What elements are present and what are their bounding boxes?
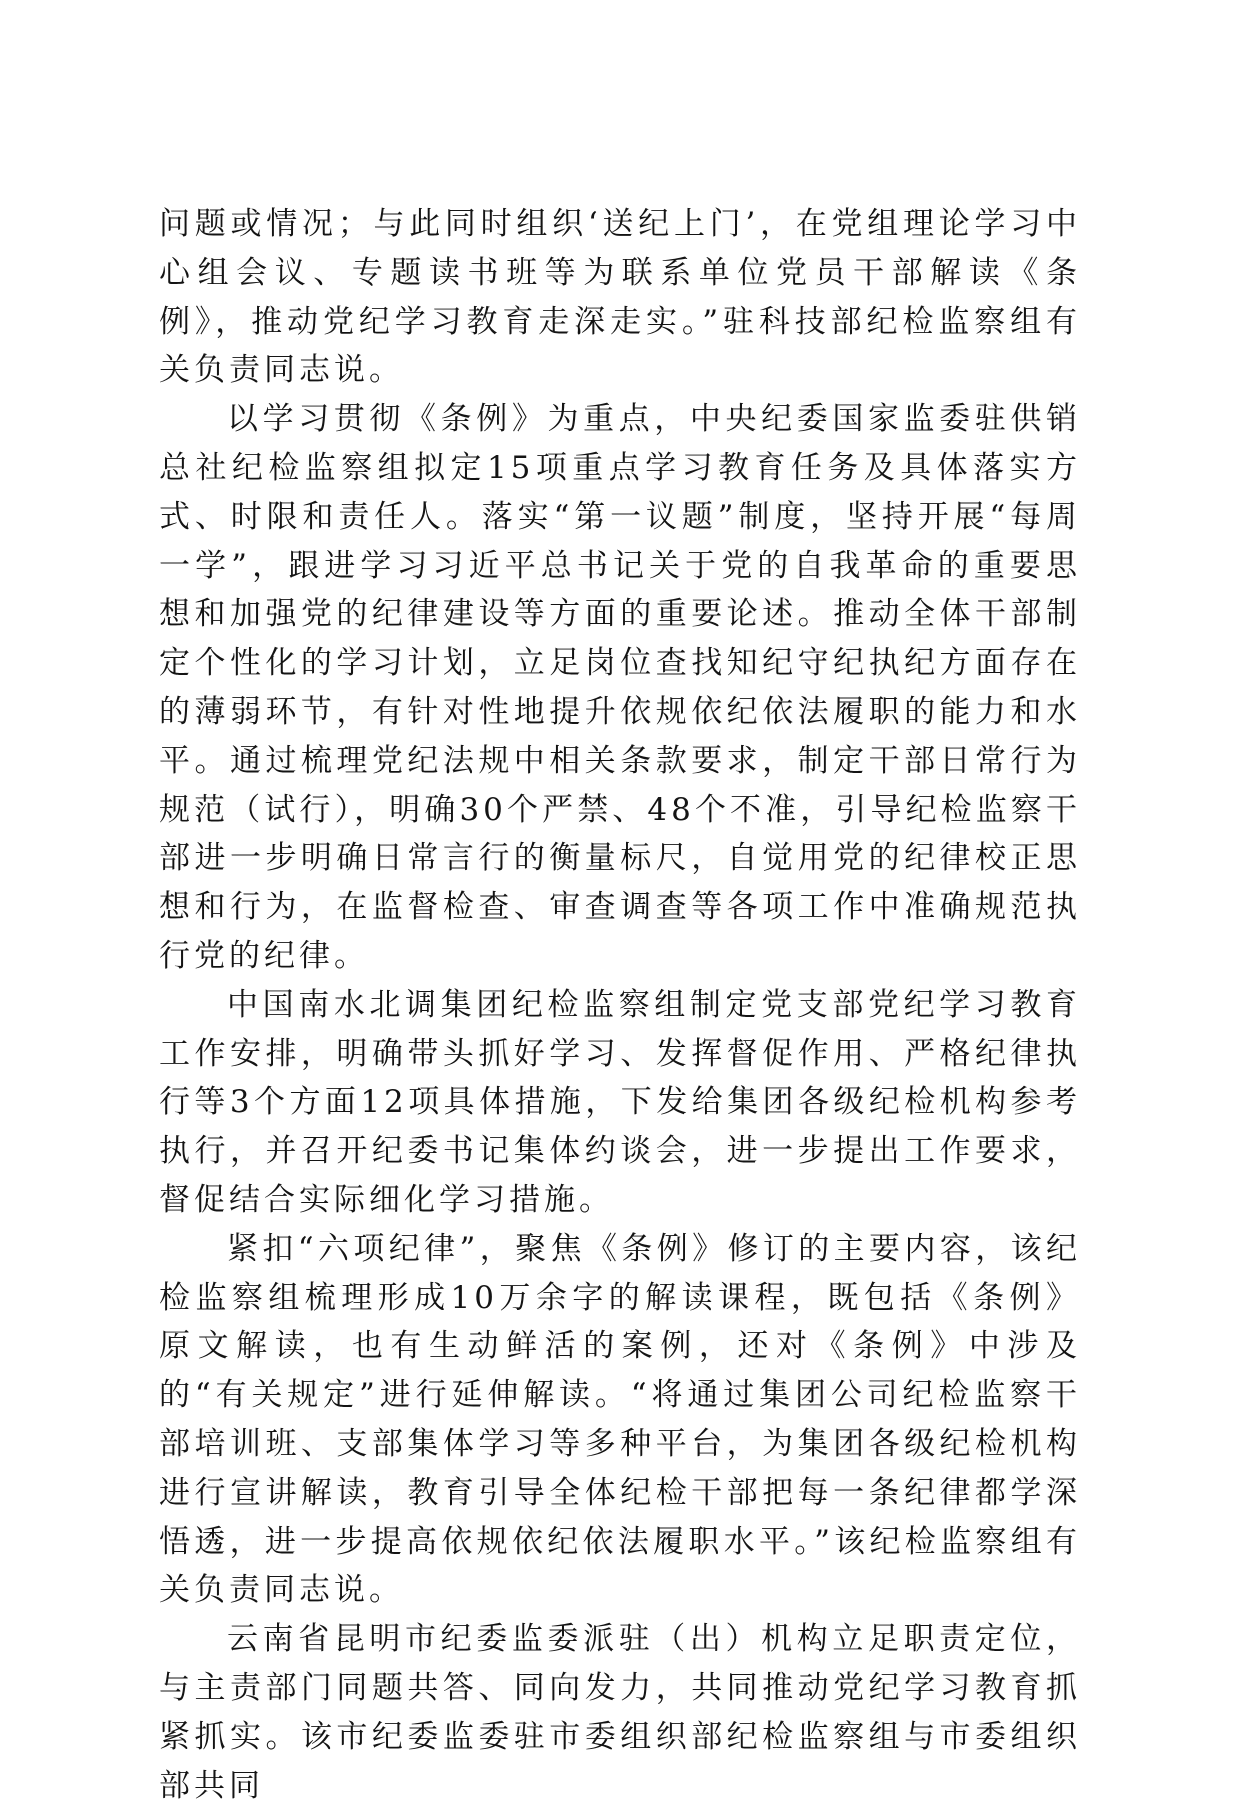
- article-body: [159, 200, 1081, 1810]
- paragraph-3: 中国南水北调集团纪检监察组制定党支部党纪学习教育工作安排，明确带头抓好学习、发挥督促作用、严格纪律执行等3个方面12项具体措施，下发给集团各级纪检机构参考执行，并召开纪委书记集体约谈会，进一步提出工作要求，督促结合实际细化学习措施。: [159, 986, 1081, 1218]
- paragraph-1: 问题或情况；与此同时组织‘送纪上门’，在党组理论学习中心组会议、专题读书班等为联系单位党员干部解读《条例》，推动党纪学习教育走深走实。”驻科技部纪检监察组有关负责同志说。: [159, 206, 1081, 389]
- paragraph-2: 以学习贯彻《条例》为重点，中央纪委国家监委驻供销总社纪检监察组拟定15项重点学习教育任务及具体落实方式、时限和责任人。落实“第一议题”制度，坚持开展“每周一学”，跟进学习习近平总书记关于党的自我革命的重要思想和加强党的纪律建设等方面的重要论述。推动全体干部制定个性化的学习计划，立足岗位查找知纪守纪执纪方面存在的薄弱环节，有针对性地提升依规依纪依法履职的能力和水平。通过梳理党纪法规中相关条款要求，制定干部日常行为规范（试行），明确30个严禁、48个不准，引导纪检监察干部进一步明确日常言行的衡量标尺，自觉用党的纪律校正思想和行为，在监督检查、审查调查等各项工作中准确规范执行党的纪律。: [159, 401, 1081, 974]
- paragraph-4: 紧扣“六项纪律”，聚焦《条例》修订的主要内容，该纪检监察组梳理形成10万余字的解读课程，既包括《条例》原文解读，也有生动鲜活的案例，还对《条例》中涉及的“有关规定”进行延伸解读。“将通过集团公司纪检监察干部培训班、支部集体学习等多种平台，为集团各级纪检机构进行宣讲解读，教育引导全体纪检干部把每一条纪律都学深悟透，进一步提高依规依纪依法履职水平。”该纪检监察组有关负责同志说。: [159, 1230, 1081, 1609]
- paragraph-5: 云南省昆明市纪委监委派驻（出）机构立足职责定位，与主责部门同题共答、同向发力，共同推动党纪学习教育抓紧抓实。该市纪委监委驻市委组织部纪检监察组与市委组织部共同: [159, 1621, 1081, 1804]
